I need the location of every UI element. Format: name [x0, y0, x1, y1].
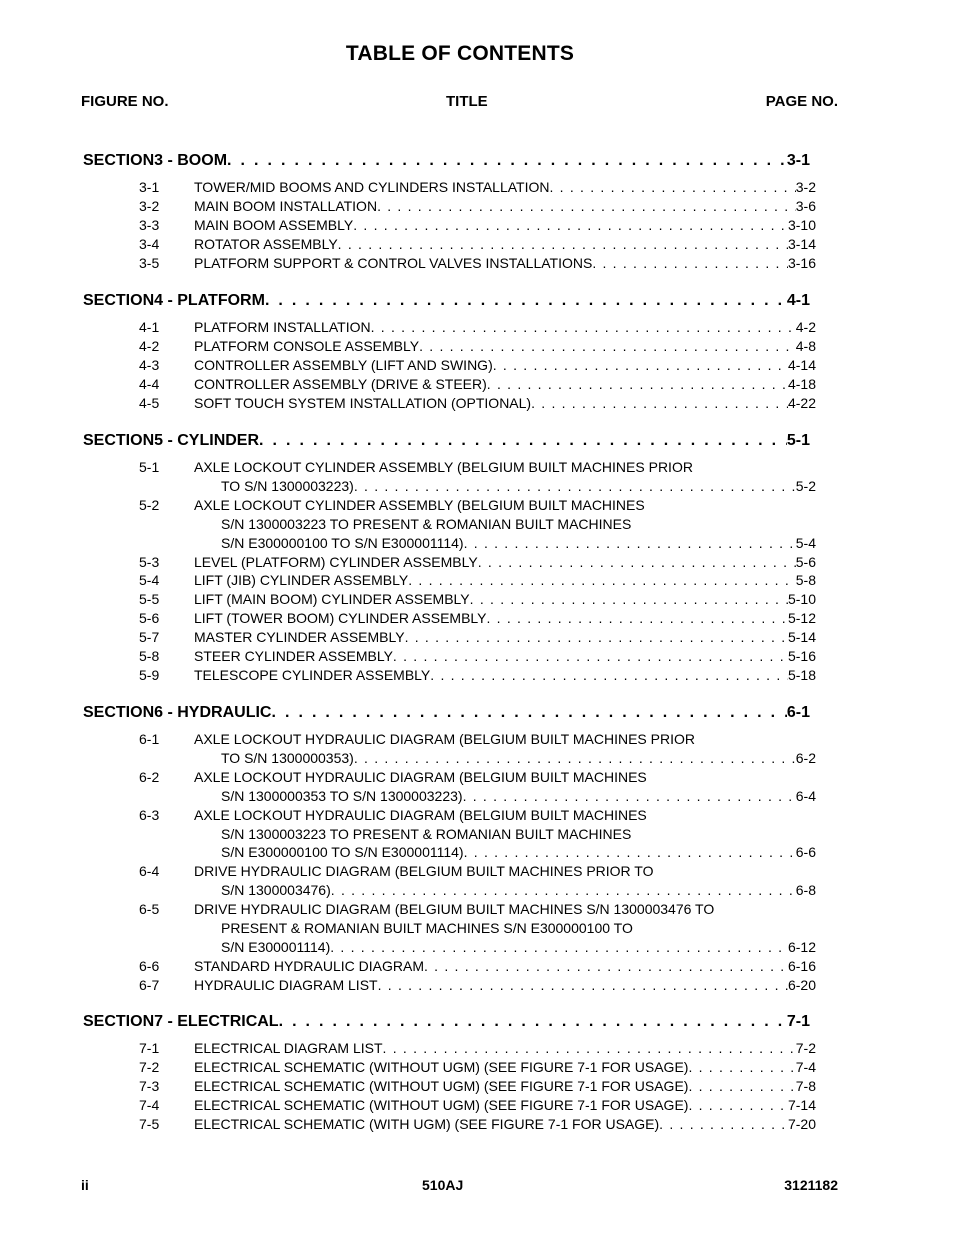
- section-label: 7 - ELECTRICAL: [154, 1013, 279, 1030]
- figure-page: 6-2: [795, 749, 816, 766]
- figure-title-line: [194, 862, 816, 880]
- section-label: 5 - CYLINDER: [154, 432, 260, 449]
- section-page: 5-1: [786, 432, 810, 449]
- figure-number: 6-1: [139, 731, 160, 747]
- figure-number: 6-7: [139, 976, 160, 993]
- dot-leader: [464, 534, 796, 552]
- figure-page: 3-14: [787, 235, 816, 252]
- section-page: 3-1: [786, 152, 810, 169]
- figure-title-line: [194, 806, 816, 824]
- figure-title: AXLE LOCKOUT HYDRAULIC DIAGRAM (BELGIUM BUILT MACHINES PRIOR: [194, 731, 695, 747]
- figure-title-line: [194, 768, 816, 786]
- figure-title: MAIN BOOM INSTALLATION: [194, 197, 378, 214]
- figure-title: CONTROLLER ASSEMBLY (DRIVE & STEER): [194, 375, 487, 392]
- figure-title: MASTER CYLINDER ASSEMBLY: [194, 629, 405, 646]
- dot-leader: [259, 432, 787, 450]
- figure-title: ELECTRICAL SCHEMATIC (WITH UGM) (SEE FIGURE 7-1 FOR USAGE): [194, 1115, 660, 1132]
- section-entry: [83, 1013, 810, 1033]
- figure-number: 5-2: [139, 496, 160, 513]
- dot-leader: [592, 254, 788, 272]
- figure-number: 5-3: [139, 553, 160, 570]
- figure-page: 4-18: [787, 375, 816, 392]
- figure-title-line: [221, 825, 816, 843]
- figure-number: 5-6: [139, 610, 160, 627]
- figure-title-line: [194, 254, 816, 272]
- figure-number: 7-4: [139, 1096, 160, 1113]
- figure-title-line: [221, 534, 816, 552]
- section-entry: [83, 152, 810, 172]
- dot-leader: [550, 178, 796, 196]
- figure-title-line: [194, 337, 816, 355]
- figure-number: 4-3: [139, 356, 160, 373]
- figure-title: ROTATOR ASSEMBLY: [194, 235, 338, 252]
- figure-title-line: [194, 666, 816, 684]
- figure-page: 7-14: [787, 1096, 816, 1113]
- dot-leader: [227, 152, 787, 170]
- figure-title: ELECTRICAL SCHEMATIC (WITHOUT UGM) (SEE FIGURE 7-1 FOR USAGE): [194, 1058, 689, 1075]
- figure-number: 5-9: [139, 666, 160, 683]
- section-keyword: SECTION: [83, 152, 155, 169]
- figure-page: 6-4: [795, 787, 816, 804]
- footer-page-number: ii: [81, 1177, 89, 1193]
- column-header-figure: FIGURE NO.: [81, 93, 169, 110]
- section-entry: [83, 292, 810, 312]
- section-page: 4-1: [786, 292, 810, 309]
- figure-title: PLATFORM SUPPORT & CONTROL VALVES INSTALLATIONS: [194, 254, 593, 271]
- figure-title: S/N 1300003223 TO PRESENT & ROMANIAN BUILT MACHINES: [221, 825, 632, 842]
- figure-number: 4-2: [139, 337, 160, 354]
- dot-leader: [338, 235, 788, 253]
- figure-page: 6-16: [787, 957, 816, 974]
- figure-page: 4-2: [795, 319, 816, 335]
- column-header-title: TITLE: [446, 93, 488, 110]
- figure-title: ELECTRICAL DIAGRAM LIST: [194, 1040, 383, 1056]
- figure-page: 7-20: [787, 1115, 816, 1132]
- figure-title-line: [221, 919, 816, 937]
- figure-title: AXLE LOCKOUT HYDRAULIC DIAGRAM (BELGIUM BUILT MACHINES: [194, 806, 647, 823]
- dot-leader: [463, 787, 796, 805]
- dot-leader: [331, 881, 796, 899]
- figure-title-line: [194, 1115, 816, 1133]
- figure-number: 7-2: [139, 1058, 160, 1075]
- dot-leader: [688, 1058, 795, 1076]
- dot-leader: [265, 292, 787, 310]
- figure-title: S/N 1300000353 TO S/N 1300003223): [221, 787, 463, 804]
- figure-title: LEVEL (PLATFORM) CYLINDER ASSEMBLY: [194, 553, 478, 570]
- figure-page: 5-14: [787, 629, 816, 646]
- dot-leader: [487, 375, 788, 393]
- figure-title-line: [194, 1058, 816, 1076]
- dot-leader: [371, 318, 796, 336]
- figure-title-line: [194, 609, 816, 627]
- figure-title: CONTROLLER ASSEMBLY (LIFT AND SWING): [194, 356, 493, 373]
- figure-title: DRIVE HYDRAULIC DIAGRAM (BELGIUM BUILT MACHINES PRIOR TO: [194, 863, 654, 880]
- page-title: TABLE OF CONTENTS: [345, 42, 575, 65]
- section-keyword: SECTION: [83, 292, 155, 309]
- figure-page: 6-20: [787, 976, 816, 993]
- dot-leader: [354, 749, 796, 767]
- section-keyword: SECTION: [83, 432, 155, 449]
- dot-leader: [688, 1077, 795, 1095]
- figure-page: 5-16: [787, 648, 816, 664]
- figure-number: 5-4: [139, 572, 160, 589]
- dot-leader: [408, 571, 796, 589]
- figure-page: 4-14: [787, 356, 816, 373]
- figure-title-line: [194, 553, 816, 571]
- column-header-page: PAGE NO.: [765, 93, 838, 110]
- figure-title-line: [194, 957, 816, 975]
- figure-number: 3-5: [139, 254, 160, 271]
- figure-number: 3-3: [139, 216, 160, 233]
- section-page: 6-1: [786, 704, 810, 721]
- dot-leader: [383, 1039, 796, 1057]
- figure-title-line: [194, 590, 816, 608]
- figure-title: S/N E300000100 TO S/N E300001114): [221, 534, 464, 551]
- figure-page: 3-6: [795, 197, 816, 214]
- figure-number: 6-2: [139, 768, 160, 785]
- dot-leader: [353, 216, 788, 234]
- figure-page: 5-6: [795, 553, 816, 570]
- figure-number: 4-1: [139, 319, 160, 335]
- figure-title: S/N E300001114): [221, 938, 331, 955]
- figure-page: 6-8: [795, 882, 816, 899]
- dot-leader: [405, 628, 788, 646]
- figure-title-line: [194, 976, 816, 994]
- dot-leader: [493, 356, 788, 374]
- figure-title-line: [221, 749, 816, 767]
- figure-title-line: [194, 647, 816, 665]
- figure-title-line: [194, 394, 816, 412]
- figure-title-line: [194, 318, 816, 336]
- figure-page: 4-8: [795, 337, 816, 354]
- figure-page: 5-10: [787, 591, 816, 608]
- figure-number: 7-1: [139, 1040, 160, 1056]
- figure-title-line: [194, 1039, 816, 1057]
- dot-leader: [659, 1115, 788, 1133]
- figure-page: 6-12: [787, 938, 816, 955]
- figure-title: SOFT TOUCH SYSTEM INSTALLATION (OPTIONAL): [194, 394, 532, 411]
- dot-leader: [688, 1096, 788, 1114]
- section-page: 7-1: [786, 1013, 810, 1030]
- figure-title-line: [221, 881, 816, 899]
- figure-number: 5-1: [139, 459, 160, 475]
- dot-leader: [487, 609, 788, 627]
- figure-title: LIFT (MAIN BOOM) CYLINDER ASSEMBLY: [194, 591, 470, 608]
- dot-leader: [271, 704, 786, 722]
- dot-leader: [464, 843, 796, 861]
- figure-title: PLATFORM CONSOLE ASSEMBLY: [194, 337, 420, 354]
- figure-page: 4-22: [787, 394, 816, 411]
- figure-title-line: [221, 938, 816, 956]
- dot-leader: [470, 590, 788, 608]
- section-entry: [83, 704, 810, 724]
- figure-title: ELECTRICAL SCHEMATIC (WITHOUT UGM) (SEE FIGURE 7-1 FOR USAGE): [194, 1077, 689, 1094]
- figure-number: 4-4: [139, 375, 160, 392]
- dot-leader: [531, 394, 788, 412]
- figure-title-line: [194, 628, 816, 646]
- section-keyword: SECTION: [83, 704, 155, 721]
- dot-leader: [330, 938, 788, 956]
- section-label: 3 - BOOM: [154, 152, 228, 169]
- figure-title: S/N E300000100 TO S/N E300001114): [221, 844, 464, 861]
- figure-title: TELESCOPE CYLINDER ASSEMBLY: [194, 666, 431, 683]
- figure-title-line: [194, 496, 816, 514]
- figure-page: 5-2: [795, 477, 816, 494]
- figure-page: 3-2: [795, 179, 816, 195]
- figure-page: 7-4: [795, 1058, 816, 1075]
- dot-leader: [378, 976, 788, 994]
- dot-leader: [424, 957, 788, 975]
- figure-number: 5-5: [139, 591, 160, 608]
- figure-title: S/N 1300003223 TO PRESENT & ROMANIAN BUILT MACHINES: [221, 515, 632, 532]
- figure-title: AXLE LOCKOUT CYLINDER ASSEMBLY (BELGIUM BUILT MACHINES PRIOR: [194, 459, 693, 475]
- figure-page: 3-10: [787, 216, 816, 233]
- figure-title: STEER CYLINDER ASSEMBLY: [194, 648, 393, 664]
- figure-title-line: [194, 458, 816, 476]
- figure-number: 6-6: [139, 957, 160, 974]
- figure-title-line: [221, 477, 816, 495]
- figure-page: 5-4: [795, 534, 816, 551]
- figure-title-line: [194, 900, 816, 918]
- footer-manual-number: 3121182: [784, 1177, 838, 1193]
- figure-title-line: [194, 356, 816, 374]
- section-label: 4 - PLATFORM: [154, 292, 265, 309]
- figure-title-line: [221, 787, 816, 805]
- figure-number: 3-4: [139, 235, 160, 252]
- figure-title: S/N 1300003476): [221, 882, 331, 899]
- figure-number: 6-5: [139, 901, 160, 918]
- figure-number: 5-7: [139, 629, 160, 646]
- dot-leader: [419, 337, 796, 355]
- figure-title-line: [221, 843, 816, 861]
- figure-title-line: [194, 178, 816, 196]
- figure-number: 6-3: [139, 806, 160, 823]
- figure-title: TO S/N 1300000353): [221, 749, 354, 766]
- dot-leader: [279, 1013, 787, 1031]
- dot-leader: [478, 553, 796, 571]
- dot-leader: [430, 666, 788, 684]
- figure-title-line: [194, 1096, 816, 1114]
- figure-title: PLATFORM INSTALLATION: [194, 319, 371, 335]
- figure-number: 3-1: [139, 179, 160, 195]
- figure-title-line: [194, 197, 816, 215]
- figure-title: AXLE LOCKOUT CYLINDER ASSEMBLY (BELGIUM BUILT MACHINES: [194, 496, 645, 513]
- dot-leader: [393, 647, 788, 665]
- figure-title: TOWER/MID BOOMS AND CYLINDERS INSTALLATION: [194, 179, 550, 195]
- figure-title: HYDRAULIC DIAGRAM LIST: [194, 976, 378, 993]
- figure-number: 7-5: [139, 1115, 160, 1132]
- figure-title: DRIVE HYDRAULIC DIAGRAM (BELGIUM BUILT MACHINES S/N 1300003476 TO: [194, 901, 715, 918]
- section-keyword: SECTION: [83, 1013, 155, 1030]
- figure-page: 3-16: [787, 254, 816, 271]
- figure-page: 7-2: [795, 1040, 816, 1056]
- section-entry: [83, 432, 810, 452]
- footer-model: 510AJ: [422, 1177, 464, 1193]
- figure-title-line: [194, 375, 816, 393]
- figure-number: 4-5: [139, 394, 160, 411]
- section-label: 6 - HYDRAULIC: [154, 704, 272, 721]
- figure-page: 6-6: [795, 844, 816, 861]
- figure-number: 7-3: [139, 1077, 160, 1094]
- figure-number: 6-4: [139, 863, 160, 880]
- figure-number: 3-2: [139, 197, 160, 214]
- figure-title-line: [194, 571, 816, 589]
- figure-title-line: [221, 515, 816, 533]
- figure-title: LIFT (TOWER BOOM) CYLINDER ASSEMBLY: [194, 610, 487, 627]
- figure-number: 5-8: [139, 648, 160, 664]
- dot-leader: [377, 197, 796, 215]
- figure-title: TO S/N 1300003223): [221, 477, 354, 494]
- figure-title: ELECTRICAL SCHEMATIC (WITHOUT UGM) (SEE FIGURE 7-1 FOR USAGE): [194, 1096, 689, 1113]
- figure-title-line: [194, 216, 816, 234]
- figure-page: 5-12: [787, 610, 816, 627]
- figure-page: 5-8: [795, 572, 816, 589]
- figure-title-line: [194, 730, 816, 748]
- figure-page: 5-18: [787, 666, 816, 683]
- figure-title: STANDARD HYDRAULIC DIAGRAM: [194, 957, 424, 974]
- figure-title-line: [194, 1077, 816, 1095]
- figure-page: 7-8: [795, 1077, 816, 1094]
- figure-title-line: [194, 235, 816, 253]
- dot-leader: [354, 477, 796, 495]
- figure-title: PRESENT & ROMANIAN BUILT MACHINES S/N E300000100 TO: [221, 920, 633, 936]
- figure-title: LIFT (JIB) CYLINDER ASSEMBLY: [194, 572, 409, 589]
- figure-title: MAIN BOOM ASSEMBLY: [194, 216, 354, 233]
- figure-title: AXLE LOCKOUT HYDRAULIC DIAGRAM (BELGIUM BUILT MACHINES: [194, 768, 647, 785]
